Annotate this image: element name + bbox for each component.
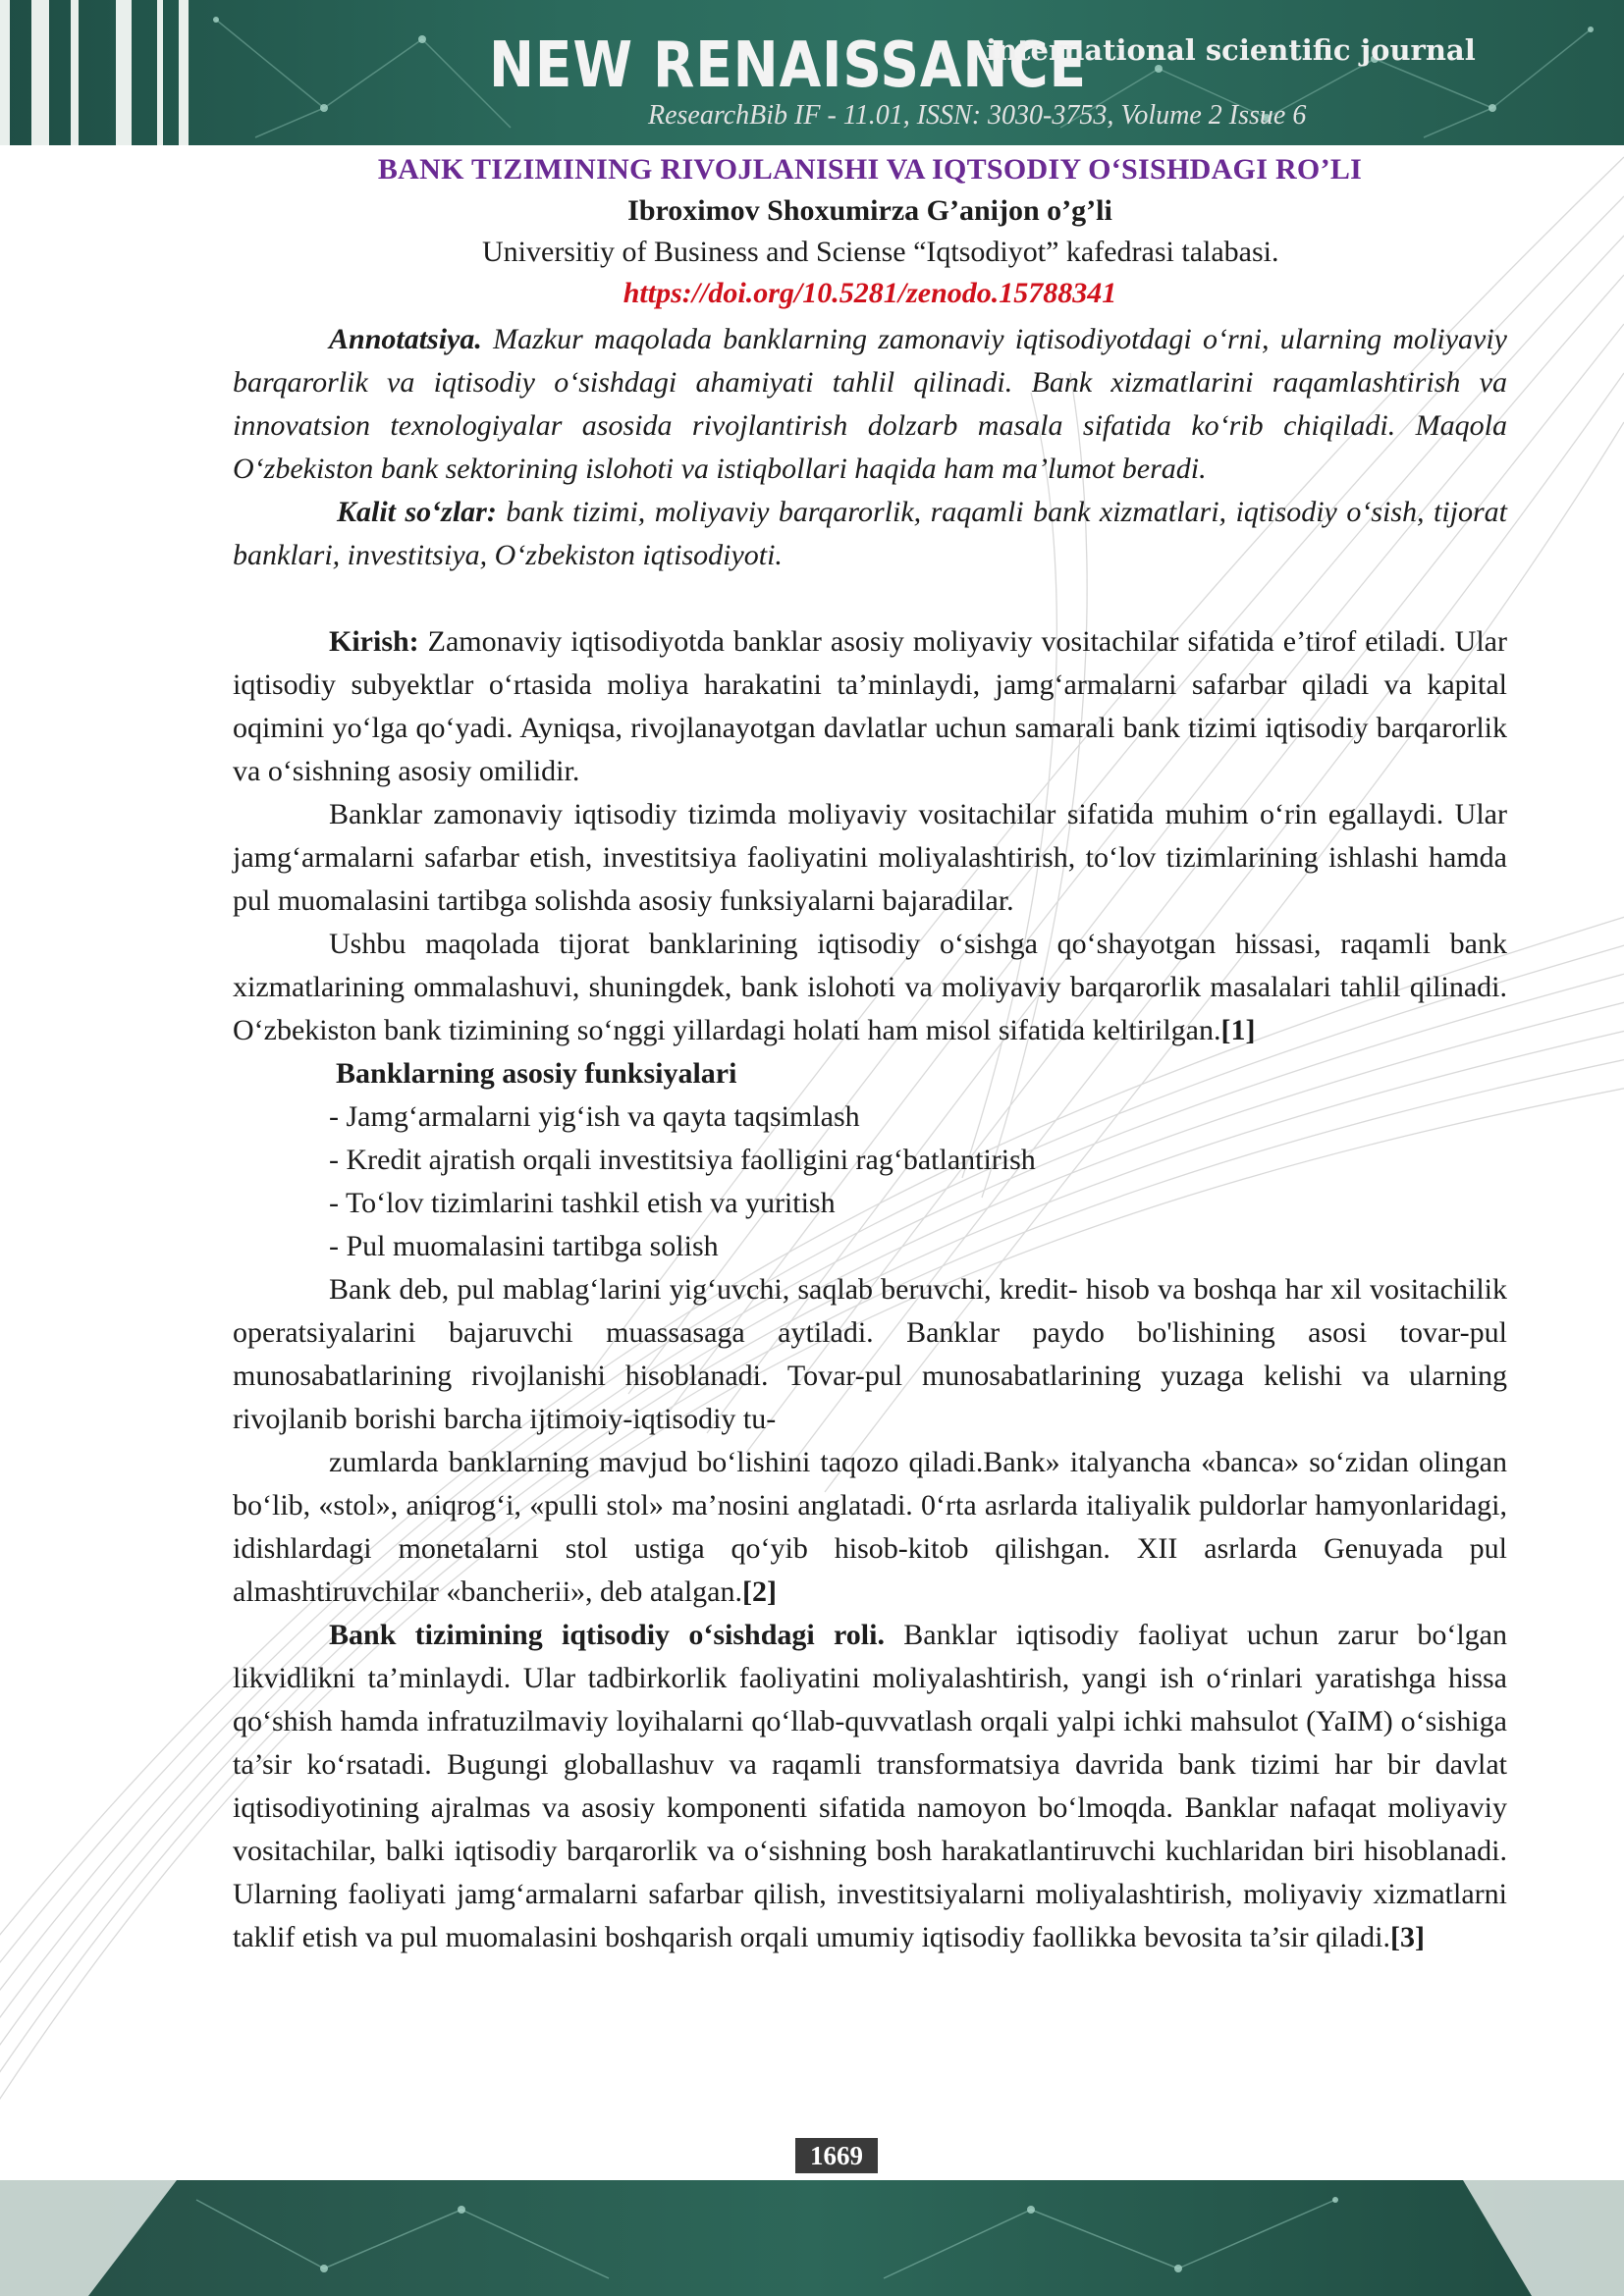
- function-item: - Kredit ajratish orqali investitsiya faolligini rag‘batlantirish: [329, 1144, 1036, 1176]
- journal-brand-name: NEW RENAISSANCE: [489, 29, 1088, 102]
- article-body: [233, 153, 1507, 1959]
- abstract-paragraph: [233, 318, 1507, 491]
- intro-paragraph: [233, 620, 1507, 793]
- keywords-text: bank tizimi, moliyaviy barqarorlik, raqamli bank xizmatlari, iqtisodiy o‘sish, tijorat banklari, investitsiya, O‘zbekiston iqtisodiyoti.: [233, 496, 1507, 571]
- keywords-label: Kalit so‘zlar:: [337, 496, 497, 528]
- reference-2: [2]: [741, 1575, 777, 1608]
- article-author: Ibroximov Shoxumirza G’anijon o’g’li: [627, 194, 1112, 227]
- author-affiliation: Universitiy of Business and Sciense “Iqtsodiyot” kafedrasi talabasi.: [482, 236, 1279, 268]
- role-paragraph: [233, 1614, 1507, 1959]
- paragraph-5-text: zumlarda banklarning mavjud bo‘lishini taqozo qiladi.Bank» italyancha «banca» so‘zidan olingan bo‘lib, «stol», aniqrog‘i, «pulli stol» ma’nosini anglatadi. 0‘rta asrlarda italiyalik puldorlar hamyonlaridagi, idishlardagi monetalarni stol ustiga qo‘yib hisob-kitob qilishgan. XII asrlarda Genuyada pul almashtiruvchilar «bancherii», deb atalgan.: [233, 1446, 1507, 1608]
- function-item: - Pul muomalasini tartibga solish: [329, 1230, 719, 1262]
- article-title: BANK TIZIMINING RIVOJLANISHI VA IQTSODIY O‘SISHDAGI RO’LI: [377, 153, 1363, 186]
- function-item: - Jamg‘armalarni yig‘ish va qayta taqsimlash: [329, 1100, 860, 1133]
- abstract-text: Mazkur maqolada banklarning zamonaviy iqtisodiyotdagi o‘rni, ularning moliyaviy barqarorlik va iqtisodiy o‘sishdagi ahamiyati tahlil qilinadi. Bank xizmatlarini raqamlashtirish va innovatsion texnologiyalar asosida rivojlantirish dolzarb masala sifatida ko‘rib chiqiladi. Maqola O‘zbekiston bank sektorining islohoti va istiqbollari haqida ham ma’lumot beradi.: [233, 323, 1507, 485]
- journal-header-banner: [0, 0, 1624, 145]
- reference-1: [1]: [1220, 1014, 1256, 1046]
- paragraph-3: [233, 923, 1507, 1052]
- journal-footer-banner: [0, 2180, 1624, 2296]
- intro-label: Kirish:: [329, 625, 419, 658]
- journal-meta-info: ResearchBib IF - 11.01, ISSN: 3030-3753, Volume 2 Issue 6: [648, 100, 1307, 131]
- page-number: 1669: [795, 2138, 878, 2173]
- function-item: - To‘lov tizimlarini tashkil etish va yuritish: [329, 1187, 836, 1219]
- role-label: Bank tizimining iqtisodiy o‘sishdagi roli.: [329, 1619, 885, 1651]
- paragraph-4: Bank deb, pul mablag‘larini yig‘uvchi, saqlab beruvchi, kredit- hisob va boshqa har xil vositachilik operatsiyalarini bajaruvchi muassasaga aytiladi. Banklar paydo bo'lishining asosi tovar-pul munosabatlarining rivojlanishi hisoblanadi. Tovar-pul munosabatlarining yuzaga kelishi va ularning rivojlanib borishi barcha ijtimoiy-iqtisodiy tu-: [233, 1273, 1507, 1435]
- abstract-label: Annotatsiya.: [329, 323, 482, 355]
- footer-network-decoration: [0, 2180, 1624, 2296]
- paragraph-5: [233, 1441, 1507, 1614]
- paragraph-3-text: Ushbu maqolada tijorat banklarining iqtisodiy o‘sishga qo‘shayotgan hissasi, raqamli bank xizmatlarining ommalashuvi, shuningdek, bank islohoti va moliyaviy barqarorlik masalalari tahlil qilinadi. O‘zbekiston bank tizimining so‘nggi yillardagi holati ham misol sifatida keltirilgan.: [233, 928, 1507, 1046]
- reference-3: [3]: [1390, 1921, 1425, 1953]
- journal-brand-subtitle: international scientific journal: [986, 33, 1476, 67]
- intro-text: Zamonaviy iqtisodiyotda banklar asosiy moliyaviy vositachilar sifatida e’tirof etiladi. Ular iqtisodiy subyektlar o‘rtasida moliya harakatini ta’minlaydi, jamg‘armalarni safarbar qiladi va kapital oqimini yo‘lga qo‘yadi. Ayniqsa, rivojlanayotgan davlatlar uchun samarali bank tizimi iqtisodiy barqarorlik va o‘sishning asosiy omilidir.: [233, 625, 1507, 787]
- section-gap: [233, 577, 1507, 620]
- header-stripes-decoration: [0, 0, 196, 145]
- functions-heading: Banklarning asosiy funksiyalari: [336, 1057, 737, 1090]
- keywords-paragraph: [233, 491, 1507, 577]
- paragraph-2: Banklar zamonaviy iqtisodiy tizimda moliyaviy vositachilar sifatida muhim o‘rin egallaydi. Ular jamg‘armalarni safarbar etish, investitsiya faoliyatini moliyalashtirish, to‘lov tizimlarining ishlashi hamda pul muomalasini tartibga solishda asosiy funksiyalarni bajaradilar.: [233, 798, 1507, 917]
- role-text: Banklar iqtisodiy faoliyat uchun zarur bo‘lgan likvidlikni ta’minlaydi. Ular tadbirkorlik faoliyatini moliyalashtirish, yangi ish o‘rinlari yaratishga hissa qo‘shish hamda infratuzilmaviy loyihalarni qo‘llab-quvvatlash orqali yalpi ichki mahsulot (YaIM) o‘sishiga ta’sir ko‘rsatadi. Bugungi globallashuv va raqamli transformatsiya davrida bank tizimi har bir davlat iqtisodiyotining ajralmas va asosiy komponenti sifatida namoyon bo‘lmoqda. Banklar nafaqat moliyaviy vositachilar, balki iqtisodiy barqarorlik va o‘sishning bosh harakatlantiruvchi kuchlaridan biri hisoblanadi. Ularning faoliyati jamg‘armalarni safarbar qilish, investitsiyalarni moliyalashtirish, moliyaviy xizmatlarni taklif etish va pul muomalasini boshqarish orqali umumiy iqtisodiy faollikka bevosita ta’sir qiladi.: [233, 1619, 1507, 1953]
- doi-link[interactable]: https://doi.org/10.5281/zenodo.15788341: [623, 277, 1117, 309]
